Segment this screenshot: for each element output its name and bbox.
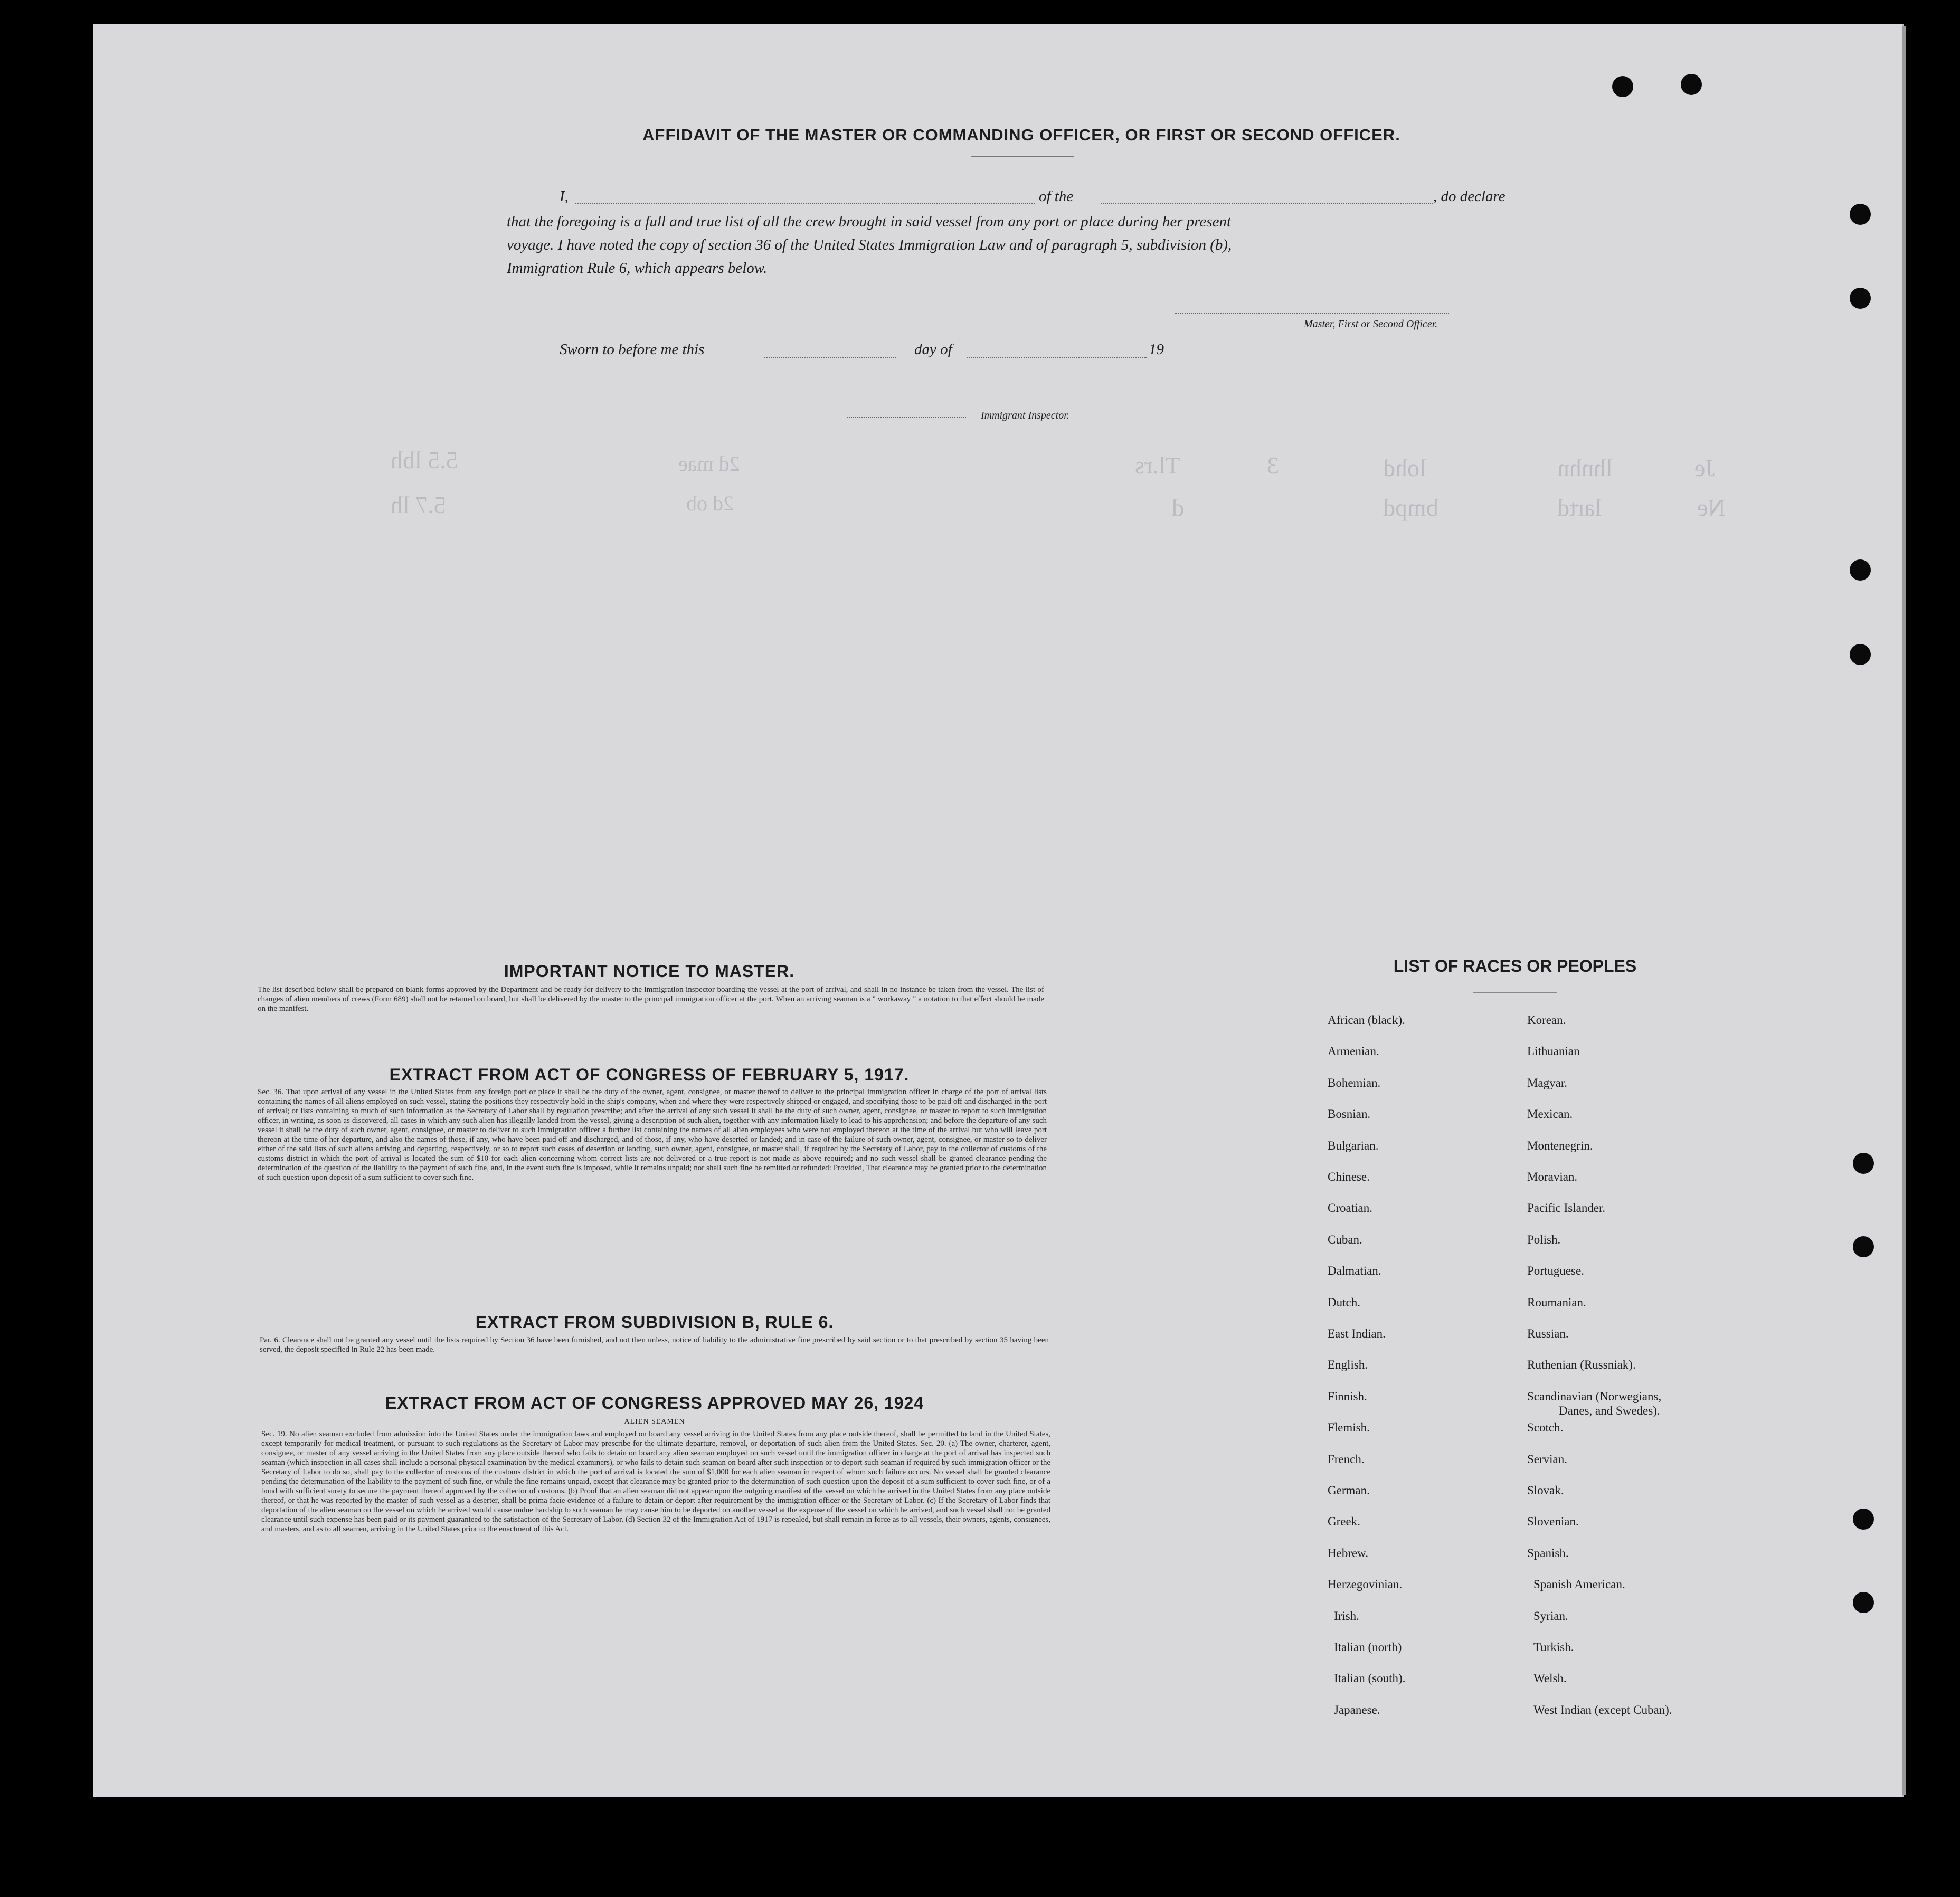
rule-6-title: EXTRACT FROM SUBDIVISION B, RULE 6. (475, 1313, 834, 1332)
bleed-through-text: bmpd (1383, 494, 1438, 521)
race-item: French. (1328, 1452, 1365, 1466)
affidavit-of-the: of the (1039, 188, 1074, 205)
signature-line (1175, 313, 1449, 314)
day-blank (764, 357, 896, 358)
bleed-through-text: 5.7 lh (391, 491, 446, 518)
race-item: Magyar. (1527, 1076, 1568, 1089)
race-item: Chinese. (1328, 1170, 1370, 1183)
extract-1917-title: EXTRACT FROM ACT OF CONGRESS OF FEBRUARY 5, 1917. (389, 1065, 910, 1084)
bleed-through-text: 2d ob (686, 491, 734, 515)
punch-hole (1681, 74, 1702, 95)
bleed-through-text: Ne (1697, 494, 1726, 521)
race-item: Spanish. (1527, 1546, 1569, 1560)
race-item: Ruthenian (Russniak). (1527, 1358, 1636, 1372)
extract-1924-body: Sec. 19. No alien seaman excluded from admission into the United States under the immigration laws and employed on board any vessel arriving in the United States from any place outside thereof, shall be permitted to land in the United States, except temporarily for medical treatment, or pursuant to such regulations as the Secretary of Labor may prescribe for the ultimate departure, removal, or deportation of such alien from the United States. Sec. 20. (a) The owner, charterer, agent, consignee, or master of any vessel arriving in the United States from any place outside thereof who fails to detain on board any alien seaman employed on such vessel until the immigration officer in charge at the port of arrival has inspected such seaman (which inspection in all cases shall include a personal physical examination by the medical examiners), or who fails to detain such seaman on board after such inspection or to deport such seaman if required by such immigration officer or the Secretary of Labor to do so, shall pay to the collector of customs of the customs district in which the port of arrival is located the sum of $1,000 for each alien seaman in respect of whom such failure occurs. No vessel shall be granted clearance pending the determination of the liability to the payment of such fine, or while the fine remains unpaid, except that clearance may be granted prior to the determination of such question upon the deposit of a sum sufficient to cover such fine, or of a bond with sufficient surety to secure the payment thereof approved by the collector of customs. (b) Proof that an alien seaman did not appear upon the outgoing manifest of the vessel on which he arrived in the United States from any place outside thereof, or that he was reported by the master of such vessel as a deserter, shall be prima facie evidence of a failure to detain or deport after requirement by the immigration officer or the Secretary of Labor. (c) If the Secretary of Labor finds that deportation of the alien seaman on the vessel on which he arrived would cause undue hardship to such seaman he may cause him to be deported on another vessel at the expense of the vessel on which he arrived, and such vessel shall not be granted clearance until such expense has been paid or its payment guaranteed to the satisfaction of the Secretary of Labor. (d) Section 32 of the Immigration Act of 1917 is repealed, but shall remain in force as to all vessels, their owners, agents, consignees, and masters, and as to all seamen, arriving in the United States prior to the enactment of this Act. (261, 1430, 1050, 1533)
race-item: Mexican. (1527, 1107, 1573, 1121)
year-text: 19 (1149, 341, 1164, 358)
race-item: Portuguese. (1527, 1264, 1584, 1278)
inspector-signature-line (847, 417, 966, 418)
punch-hole (1853, 1153, 1874, 1174)
race-item: Montenegrin. (1527, 1139, 1593, 1152)
race-item: Dutch. (1328, 1295, 1360, 1309)
punch-hole (1612, 76, 1633, 97)
race-item: Korean. (1527, 1013, 1566, 1027)
race-item: Scandinavian (Norwegians, (1527, 1389, 1662, 1403)
race-item: Slovak. (1527, 1484, 1564, 1497)
race-item: Italian (south). (1334, 1672, 1406, 1685)
race-item: Irish. (1334, 1609, 1359, 1623)
name-blank (575, 203, 1035, 204)
race-item: Bohemian. (1328, 1076, 1381, 1089)
punch-hole (1850, 559, 1871, 581)
race-item: Japanese. (1334, 1703, 1380, 1716)
bleed-through-text: Je (1694, 454, 1715, 481)
race-item: Dalmatian. (1328, 1264, 1381, 1278)
race-item: East Indian. (1328, 1327, 1386, 1340)
race-item: Greek. (1328, 1515, 1360, 1529)
race-item: Bosnian. (1328, 1107, 1371, 1121)
inspector-caption: Immigrant Inspector. (981, 410, 1069, 421)
punch-hole (1850, 204, 1871, 225)
race-item: Herzegovinian. (1328, 1578, 1403, 1591)
race-item: English. (1328, 1358, 1368, 1372)
race-item: Polish. (1527, 1232, 1561, 1246)
race-item: Armenian. (1328, 1045, 1379, 1058)
punch-hole (1853, 1509, 1874, 1530)
race-item: Croatian. (1328, 1201, 1372, 1215)
race-item: German. (1328, 1484, 1370, 1497)
affidavit-i: I, (560, 188, 569, 205)
day-of-text: day of (914, 341, 952, 358)
sworn-text: Sworn to before me this (560, 341, 705, 358)
race-item: Cuban. (1328, 1232, 1362, 1246)
race-item: Russian. (1527, 1327, 1569, 1340)
race-item: Spanish American. (1533, 1578, 1625, 1591)
extract-1917-body: Sec. 36. That upon arrival of any vessel in the United States from any foreign port or place it shall be the duty of the owner, agent, consignee, or master thereof to deliver to the principal immigration officer in charge of the port of arrival lists containing the names of all aliens employed on such vessel, stating the positions they respectively hold in the ship's company, when and where they were respectively shipped or engaged, and specifying those to be paid off and discharged in the port of arrival; or lists containing so much of such information as the Secretary of Labor shall by regulation prescribe; and after the arrival of any such vessel it shall be the duty of such owner, agent, consignee, or master to report to such immigration officer, in writing, as soon as discovered, all cases in which any such alien has illegally landed from the vessel, giving a description of such alien, together with any information likely to lead to his apprehension; and before the departure of any such vessel it shall be the duty of such owner, agent, consignee, or master to deliver to such immigration officer a further list containing the names of all alien employees who were not employed thereon at the time of the arrival but who will leave port thereon at the time of her departure, and also the names of those, if any, who have been paid off and discharged, and of those, if any, who have deserted or landed; and in case of the failure of such owner, agent, consignee, or master so to deliver either of the said lists of such aliens arriving and departing, respectively, or so to report such cases of desertion or landing, such owner, agent, consignee, or master shall, if required by the Secretary of Labor, pay to the collector of customs of the customs district in which the port of arrival is located the sum of $10 for each alien concerning whom correct lists are not delivered or a true report is not made as above required; and no such vessel shall be granted clearance pending the determination of the question of the liability to the payment of such fine, and, in the event such fine is imposed, while it remains unpaid; nor shall such fine be remitted or refunded: Provided, That clearance may be granted prior to the determination of such question upon deposit of a sum sufficient to cover such fine. (258, 1088, 1047, 1182)
bleed-through-text: d (1172, 494, 1184, 521)
punch-hole (1850, 644, 1871, 665)
rule-6-body: Par. 6. Clearance shall not be granted any vessel until the lists required by Section 36 have been furnished, and not then unless, notice of liability to the administrative fine prescribed by said section or to that prescribed by section 35 having been served, the deposit specified in Rule 22 has been made. (260, 1336, 1049, 1354)
race-item: Flemish. (1328, 1421, 1370, 1435)
races-divider (1473, 992, 1557, 993)
race-item: Welsh. (1533, 1672, 1567, 1685)
race-item: Bulgarian. (1328, 1139, 1379, 1152)
bleed-through-text: 2d mae (678, 452, 740, 476)
affidavit-line-3: voyage. I have noted the copy of section 36 of the United States Immigration Law and of paragraph 5, subdivision (b), (507, 236, 1232, 253)
race-item: Pacific Islander. (1527, 1201, 1606, 1215)
punch-hole (1853, 1236, 1874, 1257)
affidavit-line-2: that the foregoing is a full and true list of all the crew brought in said vessel from any port or place during her present (507, 213, 1232, 230)
race-item: Servian. (1527, 1452, 1568, 1466)
bleed-through-text: lhnhn (1557, 454, 1613, 481)
race-item: Scotch. (1527, 1421, 1564, 1435)
notice-body: The list described below shall be prepared on blank forms approved by the Department and be ready for delivery to the immigration inspector boarding the vessel at the port of arrival, and shall in no instance be taken from the vessel. The list of changes of alien members of crews (Form 689) shall not be retained on board, but shall be delivered by the master to the principal immigration officer at the port. When an arriving seaman is a " workaway " a notation to that effect should be made on the manifest. (258, 985, 1044, 1013)
notice-title: IMPORTANT NOTICE TO MASTER. (504, 962, 795, 981)
race-item: Slovenian. (1527, 1515, 1579, 1529)
bleed-through-text: lartd (1557, 494, 1602, 521)
signature-caption: Master, First or Second Officer. (1304, 318, 1438, 330)
bleed-through-text: Tl.rs (1135, 452, 1180, 479)
vessel-blank (1101, 203, 1433, 204)
affidavit-title: AFFIDAVIT OF THE MASTER OR COMMANDING OFFICER, OR FIRST OR SECOND OFFICER. (642, 126, 1400, 144)
bleed-through-text: lohd (1383, 454, 1426, 481)
month-blank (967, 357, 1147, 358)
races-title: LIST OF RACES OR PEOPLES (1393, 956, 1637, 975)
race-item: Finnish. (1328, 1389, 1367, 1403)
race-item: Lithuanian (1527, 1045, 1580, 1058)
race-item-continuation: Danes, and Swedes). (1559, 1403, 1660, 1417)
punch-hole (1850, 288, 1871, 309)
race-item: Moravian. (1527, 1170, 1578, 1183)
affidavit-declare: , do declare (1433, 188, 1505, 205)
race-item: African (black). (1328, 1013, 1405, 1027)
bleed-through-text: 5.5 lbh (391, 447, 458, 473)
affidavit-line-4: Immigration Rule 6, which appears below. (507, 260, 768, 277)
extract-1924-title: EXTRACT FROM ACT OF CONGRESS APPROVED MAY 26, 1924 (385, 1393, 924, 1412)
race-item: Turkish. (1533, 1640, 1574, 1654)
bleed-through-text: 3 (1267, 452, 1279, 479)
alien-seamen-subtitle: ALIEN SEAMEN (624, 1418, 685, 1426)
punch-hole (1853, 1592, 1874, 1613)
race-item: West Indian (except Cuban). (1533, 1703, 1672, 1716)
title-divider (971, 156, 1074, 157)
race-item: Hebrew. (1328, 1546, 1369, 1560)
race-item: Roumanian. (1527, 1295, 1586, 1309)
race-item: Italian (north) (1334, 1640, 1402, 1654)
page-edge (1902, 26, 1906, 1795)
race-item: Syrian. (1533, 1609, 1568, 1623)
